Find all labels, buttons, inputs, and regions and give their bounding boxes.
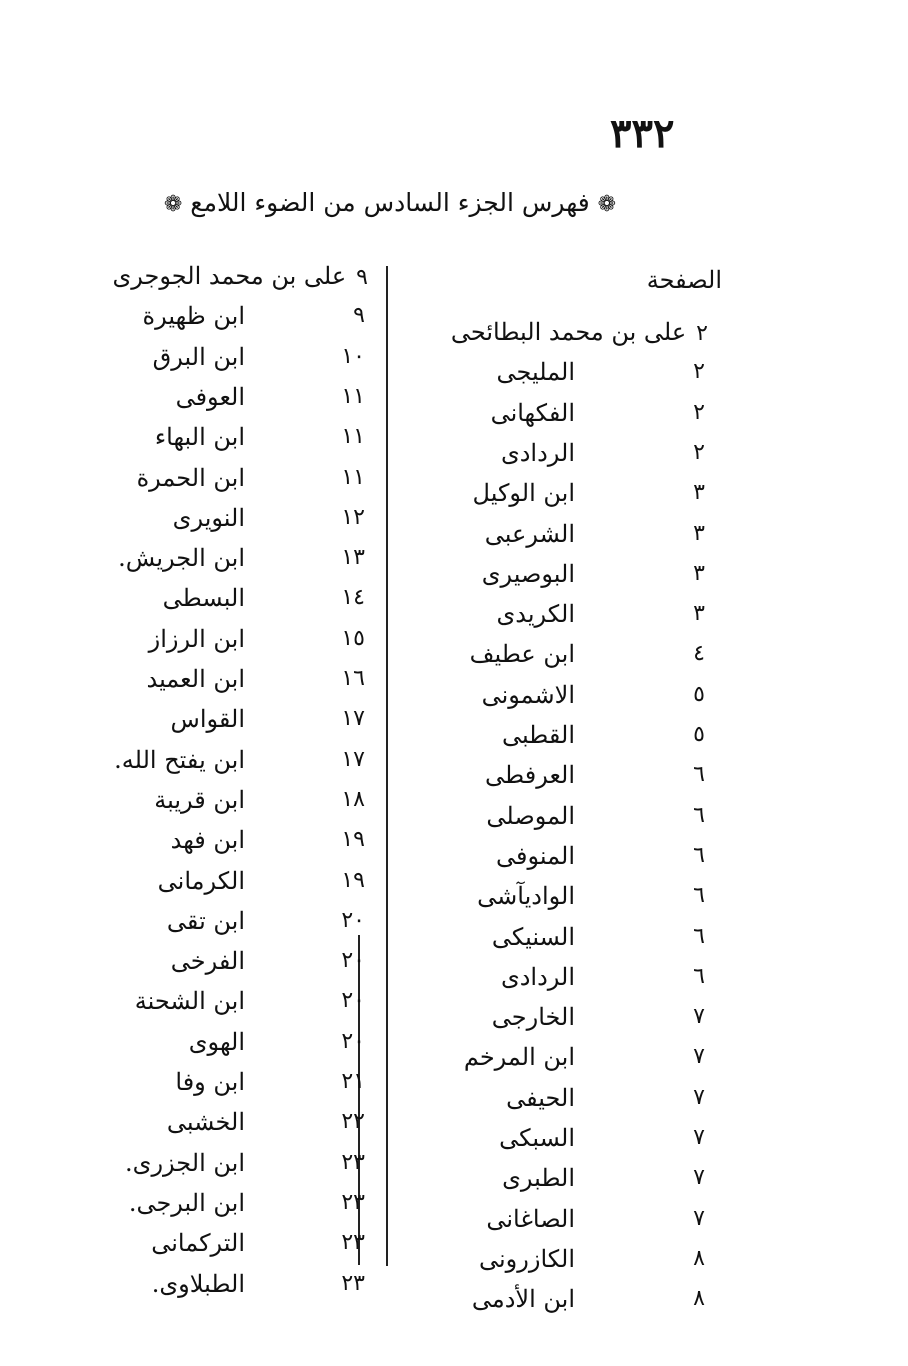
entry-name: ابن الحمرة [136,463,245,492]
title-text: فهرس الجزء السادس من الضوء اللامع [190,188,590,217]
left_column-entry [90,861,380,901]
entry-page-number: ١٨ [341,786,365,812]
entry-name: ابن البهاء [154,423,245,452]
right_column-entry [420,554,720,594]
entry-name: الخشبى [166,1108,245,1137]
left_column-entry [90,458,380,498]
entry-name: ابن الجريش. [118,544,245,573]
entry-name: ابن الأدمى [471,1285,575,1314]
entry-page-number: ١١ [341,383,365,409]
entry-name: ابن العميد [146,665,245,693]
left_column-entry [90,1143,380,1183]
entry-name: ابن قريبة [154,785,245,814]
entry-name: العرفطى [485,761,575,790]
entry-page-number: ١٦ [341,666,365,691]
right_column-entry [420,1239,720,1279]
entry-name: ابن الجزرى. [125,1148,245,1177]
left_column-entry [90,377,380,417]
left_column-entry [90,296,380,336]
right_column-entry [420,997,720,1037]
entry-name: ابن الرزاز [148,624,245,653]
left_column-entry [90,981,380,1021]
entry-page-number: ١١ [341,464,365,490]
entry-page-number: ٣ [693,480,705,506]
entry-page-number: ٣ [693,560,705,586]
entry-page-number: ٨ [693,1286,705,1312]
entry-page-number: ١٣ [341,545,365,571]
ornament-left: ❁ [163,192,183,217]
entry-page-number: ١٧ [341,706,365,732]
left_column-entry [90,1183,380,1223]
entry-name: ابن الوكيل [472,479,575,508]
entry-name: النويرى [172,503,245,532]
entry-page-number: ٥ [693,722,705,747]
entry-page-number: ٢٣ [341,1270,365,1296]
entry-name: الردادى [500,962,575,991]
entry-page-number: ٣ [693,601,705,627]
entry-name: على بن محمد الجوجرى [112,262,347,290]
entry-page-number: ٣ [693,520,705,546]
ornament-right: ❁ [597,192,617,217]
entry-page-number: ٢١ [341,1069,365,1094]
left_column-entry [90,901,380,941]
entry-name: الطبلاوى. [151,1269,245,1298]
right_column-entry [420,876,720,916]
right_column-entry [420,1078,720,1118]
entry-name: التركمانى [151,1229,245,1258]
entry-page-number: ٢ [693,359,705,385]
entry-page-number: ٢ [693,439,705,465]
entry-page-number: ٤ [693,641,705,667]
entry-page-number: ٥ [693,681,705,707]
entry-page-number: ٧ [693,1044,705,1070]
entry-name: المنوفى [496,841,575,870]
left_column-entry [90,498,380,538]
right_column-entry [420,755,720,795]
entry-name: ابن البرق [152,342,245,371]
column-header-page: الصفحة [646,266,722,294]
page-number: ٣٣٢ [610,110,675,157]
left_column-entry [90,619,380,659]
entry-page-number: ٧ [693,1205,705,1231]
entry-name: الموصلى [486,801,575,830]
entry-page-number: ٢٣ [341,1189,365,1215]
column-divider [386,266,388,1266]
left_column-entry [90,941,380,981]
left_column-entry [90,578,380,618]
right_column-entry [420,1118,720,1158]
entry-name: على بن محمد البطائحى [450,318,687,346]
entry-name: الخارجى [491,1003,575,1032]
entry-name: ابن المرخم [463,1043,575,1072]
right_column-entry [451,312,708,352]
entry-page-number: ٢٠ [341,948,365,974]
entry-page-number: ٢٣ [341,1149,365,1175]
entry-page-number: ١٥ [341,625,365,651]
right_column-entry [420,594,720,634]
entry-page-number: ١٩ [341,827,365,853]
entry-name: القطبى [501,721,575,749]
right_column-entry [420,917,720,957]
right_column-entry [420,796,720,836]
entry-name: السبكى [499,1124,575,1152]
entry-name: ابن البرجى. [128,1188,245,1217]
entry-name: الواديآشى [477,882,575,911]
left_column-entry [90,780,380,820]
entry-page-number: ٦ [693,963,705,989]
entry-page-number: ٦ [693,762,705,788]
entry-name: الكازرونى [479,1244,575,1273]
right_column-entry [420,514,720,554]
page-title [150,188,630,217]
left_column-entry [90,1223,380,1263]
entry-name: البسطى [162,584,245,613]
left_column-entry [113,256,369,296]
right_column-entry [420,433,720,473]
entry-page-number: ٢٢ [341,1109,365,1135]
entry-name: الحيفى [506,1083,575,1112]
right_column-entry [420,352,720,392]
entry-page-number: ٢٣ [341,1230,365,1256]
entry-name: الفكهانى [490,398,575,427]
left_column-entry [90,740,380,780]
entry-name: الفرخى [170,947,245,976]
entry-page-number: ١٩ [341,867,365,893]
left_column-entry [90,659,380,699]
entry-page-number: ١٤ [341,585,365,611]
right_column-entry [420,1158,720,1198]
entry-name: ابن تقى [166,906,245,935]
entry-name: البوصيرى [481,559,575,588]
right_column-entry [420,634,720,674]
right_column-entry [420,393,720,433]
entry-page-number: ٦ [693,842,705,868]
entry-name: ابن فهد [170,826,245,855]
entry-name: ابن ظهيرة [142,302,245,331]
entry-page-number: ٧ [693,1084,705,1110]
left_column-entry [90,1062,380,1102]
right_column-entry [420,675,720,715]
entry-name: الاشمونى [481,680,575,709]
entry-name: الصاغانى [486,1204,575,1233]
entry-name: الطبرى [502,1164,575,1193]
right_column-entry [420,1199,720,1239]
left_column-entry [90,337,380,377]
entry-name: العوفى [175,382,245,411]
entry-page-number: ٧ [693,1004,705,1030]
entry-page-number: ٧ [693,1125,705,1150]
entry-name: ابن الشحنة [134,987,245,1016]
entry-name: الشرعبى [484,519,575,548]
entry-page-number: ١٠ [341,343,365,369]
right_column-entry [420,473,720,513]
entry-page-number: ٢٠ [341,1028,365,1054]
entry-name: ابن يفتح الله. [114,745,245,774]
entry-page-number: ٢٠ [341,988,365,1014]
entry-page-number: ١٢ [341,504,365,530]
left_column-entry [90,699,380,739]
entry-name: ابن عطيف [469,640,575,669]
entry-page-number: ٨ [693,1245,705,1271]
entry-name: الكريدى [496,600,575,629]
entry-name: السنيكى [491,922,575,951]
right_column-entry [420,1037,720,1077]
entry-page-number: ٢ [693,399,705,425]
entry-page-number: ١١ [341,424,365,450]
left_column-entry [90,1022,380,1062]
entry-page-number: ٢ [696,321,708,346]
right_column-entry [420,957,720,997]
right_column-entry [420,1279,720,1319]
entry-name: الهوى [188,1027,245,1056]
left_column-entry [90,1102,380,1142]
entry-page-number: ٦ [693,923,705,949]
left_column-entry [90,417,380,457]
entry-name: المليجى [496,358,575,387]
entry-page-number: ٦ [693,883,705,909]
entry-name: ابن وفا [175,1068,245,1096]
left_column-entry [90,820,380,860]
entry-page-number: ٢٠ [341,907,365,933]
entry-name: الردادى [500,438,575,467]
left_column-entry [90,1264,380,1304]
entry-page-number: ٧ [693,1165,705,1191]
entry-name: القواس [170,705,245,734]
entry-page-number: ٩ [353,303,365,329]
entry-page-number: ٩ [356,265,368,290]
entry-name: الكرمانى [157,866,245,895]
left_column-entry [90,538,380,578]
entry-page-number: ١٧ [341,746,365,772]
right_column-entry [420,836,720,876]
entry-page-number: ٦ [693,802,705,828]
right_column-entry [420,715,720,755]
